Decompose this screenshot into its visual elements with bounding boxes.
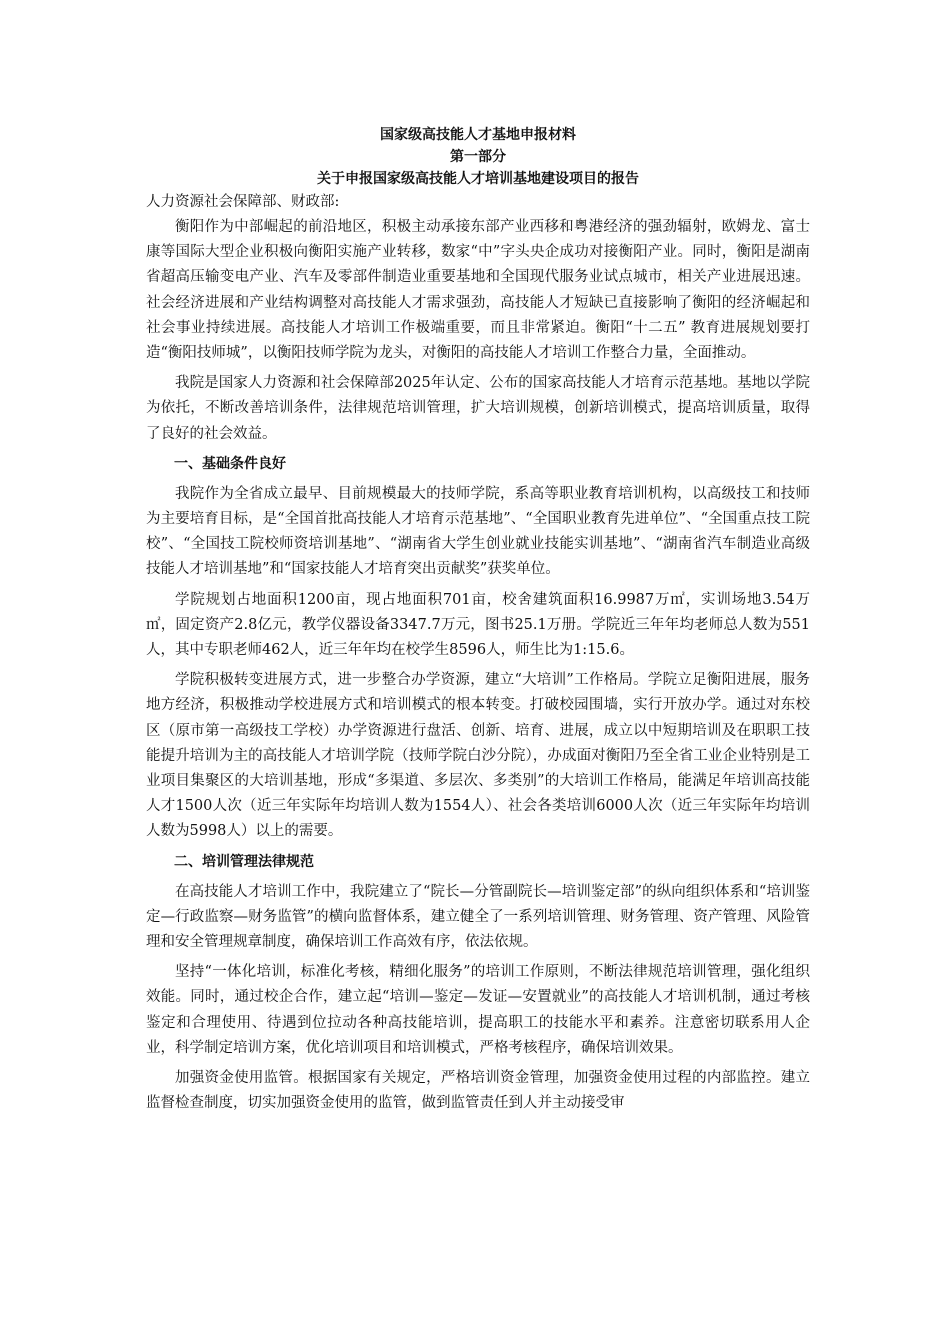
paragraph: 衡阳作为中部崛起的前沿地区，积极主动承接东部产业西移和粤港经济的强劲辐射，欧姆龙、富士康等国际大型企业积极向衡阳实施产业转移，数家“中”字头央企成功对接衡阳产业。同时，衡阳是湖南省超高压输变电产业、汽车及零部件制造业重要基地和全国现代服务业试点城市，相关产业进展迅速。社会经济进展和产业结构调整对高技能人才需求强劲，高技能人才短缺已直接影响了衡阳的经济崛起和社会事业持续进展。高技能人才培训工作极端重要，而且非常紧迫。衡阳“十二五” 教育进展规划要打造“衡阳技师城”，以衡阳技师学院为龙头，对衡阳的高技能人才培训工作整合力量，全面推动。 (146, 219, 810, 362)
report-title: 关于申报国家级高技能人才培训基地建设项目的报告 (317, 171, 639, 187)
paragraph: 学院规划占地面积1200亩，现占地面积701亩，校舍建筑面积16.9987万㎡，实训场地3.54万㎡，固定资产2.8亿元，教学仪器设备3347.7万元，图书25.1万册。学院近三年年均老师总人数为551人，其中专职老师462人，近三年年均在校学生8596人，师生比为1:15.6。 (146, 591, 810, 659)
paragraph: 我院是国家人力资源和社会保障部2025年认定、公布的国家高技能人才培育示范基地。基地以学院为依托，不断改善培训条件，法律规范培训管理，扩大培训规模，创新培训模式，提高培训质量，取得了良好的社会效益。 (146, 375, 810, 442)
section-heading: 一、基础条件良好 (174, 455, 286, 472)
document-page (146, 124, 810, 1122)
section-heading: 二、培训管理法律规范 (174, 853, 314, 870)
paragraph: 在高技能人才培训工作中，我院建立了“院长—分管副院长—培训鉴定部”的纵向组织体系和“培训鉴定—行政监察—财务监管”的横向监督体系，建立健全了一系列培训管理、财务管理、资产管理、风险管理和安全管理规章制度，确保培训工作高效有序，依法依规。 (146, 883, 810, 951)
salutation: 人力资源社会保障部、财政部: (146, 194, 340, 210)
document-title: 国家级高技能人才基地申报材料 (380, 127, 576, 143)
paragraph: 我院作为全省成立最早、目前规模最大的技师学院，系高等职业教育培训机构，以高级技工和技师为主要培育目标，是“全国首批高技能人才培育示范基地”、“全国职业教育先进单位”、“全国重点技工院校”、“全国技工院校师资培训基地”、“湖南省大学生创业就业技能实训基地”、“湖南省汽车制造业高级技能人才培训基地”和“国家技能人才培育突出贡献奖”获奖单位。 (146, 485, 810, 578)
paragraph: 坚持“一体化培训，标准化考核，精细化服务”的培训工作原则，不断法律规范培训管理，强化组织效能。同时，通过校企合作，建立起“培训—鉴定—发证—安置就业”的高技能人才培训机制，通过考核鉴定和合理使用、待遇到位拉动各种高技能培训，提高职工的技能水平和素养。注意密切联系用人企业，科学制定培训方案，优化培训项目和培训模式，严格考核程序，确保培训效果。 (146, 964, 810, 1056)
part-title: 第一部分 (450, 149, 506, 165)
paragraph: 学院积极转变进展方式，进一步整合办学资源，建立“大培训”工作格局。学院立足衡阳进展，服务地方经济，积极推动学校进展方式和培训模式的根本转变。打破校园围墙，实行开放办学。通过对东校区（原市第一高级技工学校）办学资源进行盘活、创新、培育、进展，成立以中短期培训及在职职工技能提升培训为主的高技能人才培训学院（技师学院白沙分院），办成面对衡阳乃至全省工业企业特别是工业项目集聚区的大培训基地，形成“多渠道、多层次、多类别”的大培训工作格局，能满足年培训高技能人才1500人次（近三年实际年均培训人数为1554人）、社会各类培训6000人次（近三年实际年均培训人数为5998人）以上的需要。 (146, 672, 810, 840)
paragraph: 加强资金使用监管。根据国家有关规定，严格培训资金管理，加强资金使用过程的内部监控。建立监督检查制度，切实加强资金使用的监管，做到监管责任到人并主动接受审 (146, 1070, 810, 1112)
